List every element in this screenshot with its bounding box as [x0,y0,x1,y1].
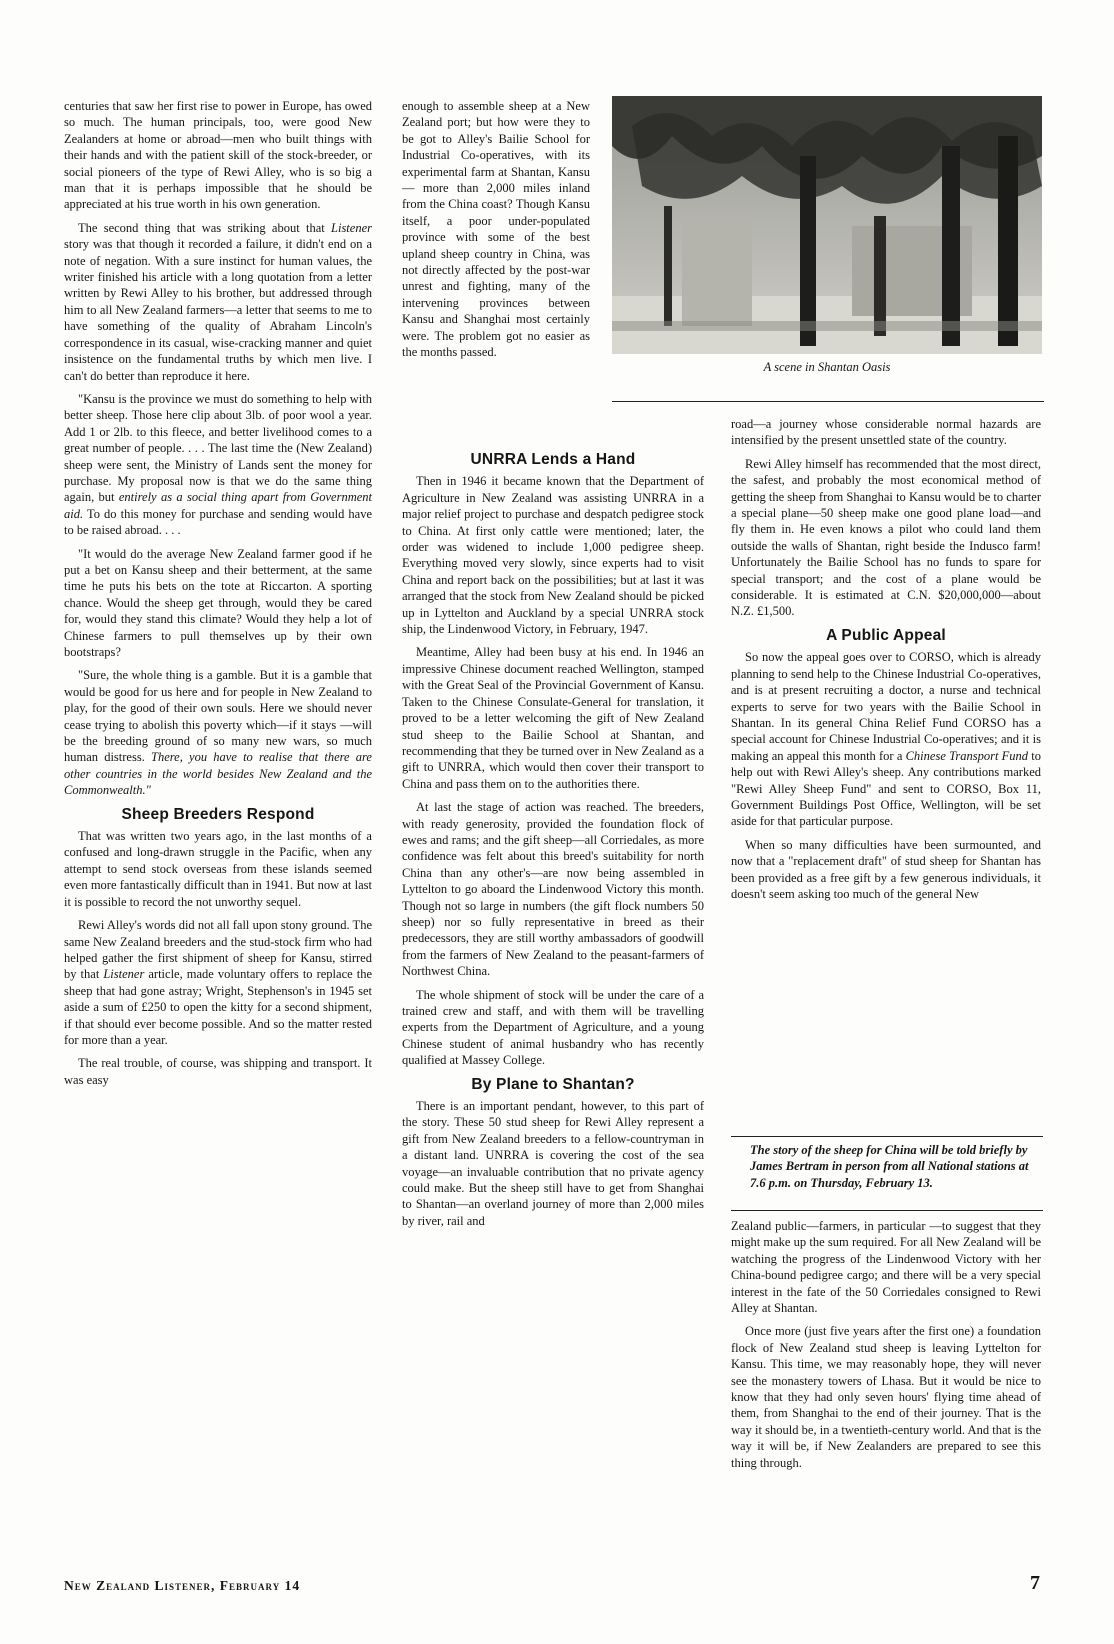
broadcast-notice: The story of the sheep for China will be told briefly by James Bertram in person from all National stations at 7.6 p.m. on Thursday, February 13. [750,1143,1029,1190]
column-2-top [402,98,590,368]
paragraph: centuries that saw her first rise to power in Europe, has owed so much. The human principals, too, were good New Zealanders at home or abroad—men who built things with their hands and with the patient skill of the stock-breeder, or social pioneers of the type of Rewi Alley, who is so big a man that it is perhaps impossible that he should be appreciated at his true worth in his own generation. [64,99,372,212]
paragraph: At last the stage of action was reached. The breeders, with ready generosity, provided the foundation flock of ewes and rams; and the gift sheep—all Corriedales, as more confidence was felt about this breed's suitability for north China than any other's—are now being assembled in Lyttelton to go aboard the Lindenwood Victory this month. Though not so large in numbers (the gift flock numbers 50 sheep) nor so fully representative in breed as their predecessors, they are still worthy ambassadors of goodwill from the farmers of New Zealand to the peasant-farmers of Northwest China. [402,800,704,979]
paragraph: Zealand public—farmers, in particular —to suggest that they might make up the sum required. For all New Zealand will be watching the progress of the Lindenwood Victory with her China-bound pedigree cargo; and there will be a very special interest in the fate of the 50 Corriedales consigned to Rewi Alley at Shantan. [731,1219,1041,1316]
paragraph: Once more (just five years after the first one) a foundation flock of New Zealand stud sheep is leaving Lyttelton for Kansu. This time, we may reasonably hope, they will never see the monastery towers of Lhasa. But it would be nice to know that they had only seven hours' flying time ahead of them, from Shanghai to the end of their journey. That is the way it should be, in a twentieth-century world. And that is the way it will be, if New Zealanders are prepared to see this thing through. [731,1324,1041,1470]
column-3 [731,416,1041,909]
photo-caption: A scene in Shantan Oasis [763,360,891,374]
paragraph: Then in 1946 it became known that the Department of Agriculture in New Zealand was assisting UNRRA in a major relief project to purchase and despatch pedigree stock to China. At first only cattle were mentioned; later, the order was widened to include 1,000 pedigree sheep. Everything moved very slowly, since experts had to visit China and report back on the possibilities; but at last it was arranged that the stock from New Zealand should be picked up in Lyttelton and Auckland by a special UNRRA stock ship, the Lindenwood Victory, in February, 1947. [402,474,704,637]
section-heading: UNRRA Lends a Hand [470,451,636,468]
section-heading: By Plane to Shantan? [471,1075,635,1093]
photo-illustration [612,96,1042,354]
paragraph: So now the appeal goes over to CORSO, which is already planning to send help to the Chinese Industrial Co-operatives, and is at present recruiting a doctor, a nurse and technical experts to serve for two years with the Bailie School in Shantan. In its general China Relief Fund CORSO has a special account for Chinese Industrial Co-operatives; and it is making an appeal this month for a Chinese Transport Fund to help out with Rewi Alley's sheep. Any contributions marked "Rewi Alley Sheep Fund" and sent to CORSO, Box 11, Government Buildings Post Office, Wellington, will be set aside for that particular purpose. [731,650,1041,829]
column-1 [64,98,372,1095]
paragraph: Rewi Alley's words did not all fall upon stony ground. The same New Zealand breeders and the stud-stock firm who had helped gather the first shipment of sheep for Kansu, stirred by that Listener article, made voluntary offers to replace the sheep that had gone astray; Wright, Stephenson's in 1945 set aside a sum of £250 to open the kitty for a second shipment, if that should ever become possible. And so the matter rested for more than a year. [64,918,372,1047]
paragraph: Meantime, Alley had been busy at his end. In 1946 an impressive Chinese document reached Wellington, stamped with the Great Seal of the Provincial Government of Kansu. Taken to the Chinese Consulate-General for translation, it proved to be a letter welcoming the gift of New Zealand stud sheep to the Bailie School at Shantan, and recommending that they be turned over in New Zealand as a gift to UNRRA, which would then cover their transport to China and pass them on to the authorities there. [402,645,704,791]
paragraph: Rewi Alley himself has recommended that the most direct, the safest, and probably the most economical method of getting the sheep from Shanghai to Kansu would be to charter a special plane—50 sheep make one good plane load—and fly them in. He even knows a pilot who could land them outside the walls of Shantan, right beside the Indusco farm! Unfortunately the Bailie School has no funds to spare for special transport; and the cost of a plane would be considerable. It is estimated at C.N. $20,000,000—about N.Z. £1,500. [731,456,1041,619]
quote-paragraph: "It would do the average New Zealand farmer good if he put a bet on Kansu sheep and their betterment, at the same time he puts his bets on the tote at Riccarton. A sporting chance. Would the sheep get through, would they be cared for, would they stand this climate? Would they help a lot of Chinese farmers to pull themselves up by their own bootstraps? [64,546,372,659]
paragraph: road—a journey whose considerable normal hazards are intensified by the present unsettled state of the country. [731,417,1041,448]
paragraph: That was written two years ago, in the last months of a confused and long-drawn struggle in the Pacific, when any attempt to send stock overseas from these islands seemed even more fantastically difficult than in 1941. But now at last it is possible to record the not unworthy sequel. [64,829,372,909]
publication-footer: New Zealand Listener, February 14 [64,1578,301,1593]
shantan-oasis-photo [612,96,1042,354]
quote-paragraph: "Sure, the whole thing is a gamble. But it is a gamble that would be good for us here and for people in New Zealand to play, for the good of their own souls. Here we should never cease trying to abolish this poverty which—if it stays —will be the breeding ground of so many new wars, so much human distress. There, you have to realise that there are other countries in the world besides New Zealand and the Commonwealth." [64,668,372,798]
page-number: 7 [1030,1572,1040,1594]
column-2 [402,416,704,1236]
column-3-bottom [731,1218,1041,1478]
paragraph: There is an important pendant, however, to this part of the story. These 50 stud sheep for Rewi Alley represent a gift from New Zealand breeders to a fellow-countryman in a distant land. UNRRA is covering the cost of the sea voyage—an invaluable contribution that no private agency could make. But the sheep still have to get from Shanghai to Shantan—an overland journey of more than 2,000 miles by river, rail and [402,1099,704,1228]
paragraph: enough to assemble sheep at a New Zealand port; but how were they to be got to Alley's Bailie School for Industrial Co-operatives, with its experimental farm at Shantan, Kansu — more than 2,000 miles inland from the China coast? Though Kansu itself, a poor under-populated province with some of the best upland sheep country in China, was not directly affected by the post-war unrest and fighting, many of the intervening provinces between Kansu and Shanghai most certainly were. The problem got no easier as the months passed. [402,99,590,360]
paragraph: When so many difficulties have been surmounted, and now that a "replacement draft" of stud sheep for Shantan has been provided as a free gift by a few generous individuals, it doesn't seem asking too much of the general New [731,837,1041,901]
divider [612,401,1044,402]
divider [731,1210,1043,1211]
section-heading: A Public Appeal [826,626,946,644]
paragraph: The second thing that was striking about that Listener story was that though it recorded a failure, it didn't end on a note of negation. With a sure instinct for human values, the writer finished his article with a long quotation from a letter written by Rewi Alley to his brother, but addressed through him to all New Zealand farmers—a letter that seems to me to have something of the quality of Abraham Lincoln's correspondence in its casual, wise-cracking manner and quiet insistence on the fundamental truths by which men live. I can't do better than reproduce it here. [64,220,372,383]
divider [731,1136,1043,1137]
paragraph: The whole shipment of stock will be under the care of a trained crew and staff, and with them will be travelling experts from the Department of Agriculture, and a young Chinese student of animal husbandry who has recently qualified at Massey College. [402,987,704,1068]
section-heading: Sheep Breeders Respond [121,805,315,823]
quote-paragraph: "Kansu is the province we must do something to help with better sheep. Those here clip about 3lb. of poor wool a year. Add 1 or 2lb. to this fleece, and better livelihood comes to a great number of people. . . . The last time the (New Zealand) sheep were sent, the Ministry of Lands sent the money for purchase. My proposal now is that we do the same thing again, but entirely as a social thing apart from Government aid. To do this money for purchase and sending would have to be raised abroad. . . . [64,391,372,538]
paragraph: The real trouble, of course, was shipping and transport. It was easy [64,1056,372,1087]
